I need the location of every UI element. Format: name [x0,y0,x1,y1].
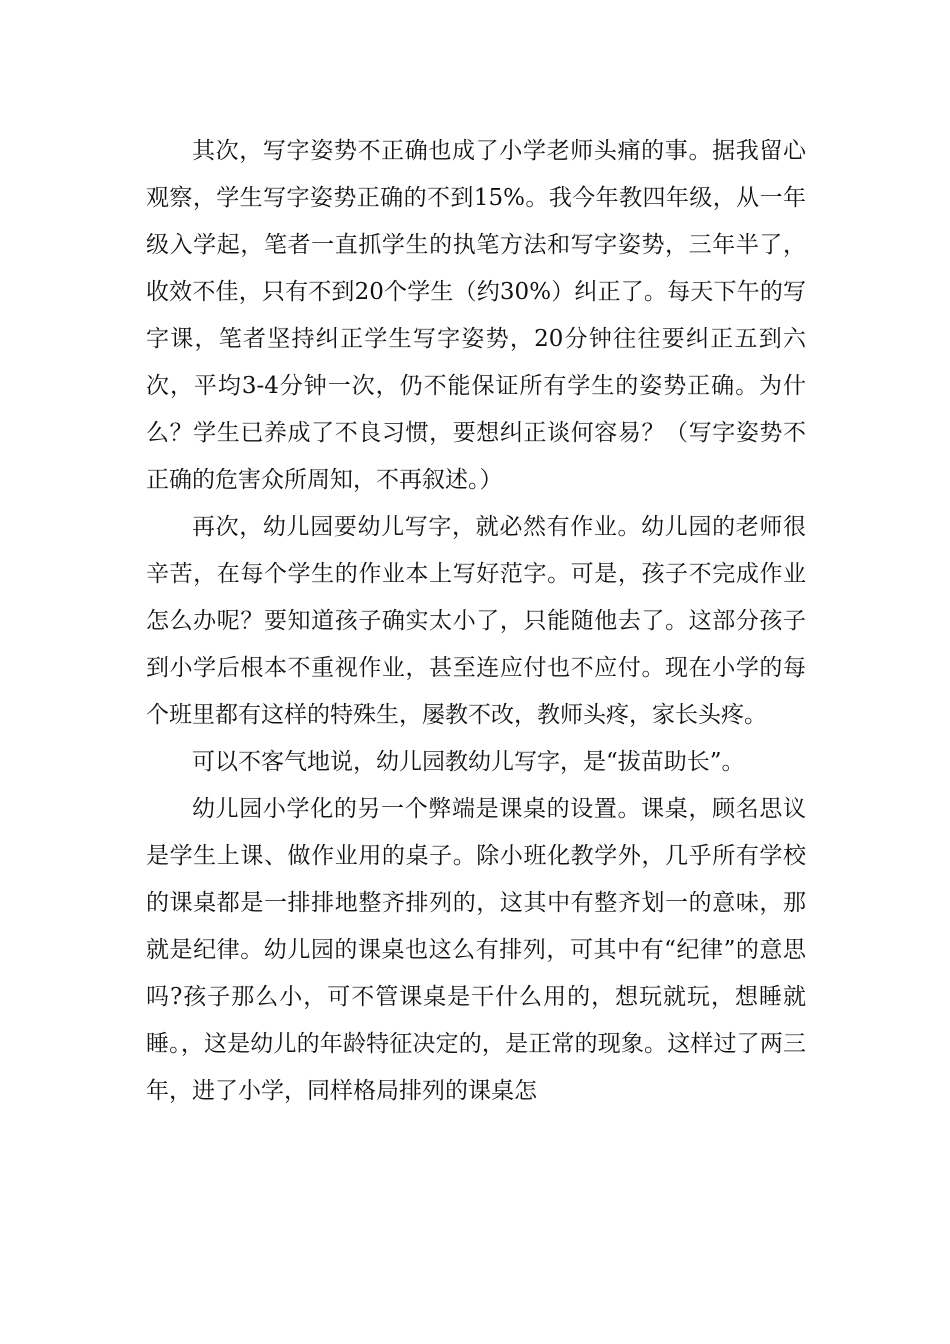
document-body [146,128,806,1115]
paragraph-homework: 再次，幼儿园要幼儿写字，就必然有作业。幼儿园的老师很辛苦，在每个学生的作业本上写好范字。可是，孩子不完成作业怎么办呢？要知道孩子确实太小了，只能随他去了。这部分孩子到小学后根本不重视作业，甚至连应付也不应付。现在小学的每个班里都有这样的特殊生，屡教不改，教师头疼，家长头疼。 [146,514,806,728]
paragraph-desk-arrangement: 幼儿园小学化的另一个弊端是课桌的设置。课桌，顾名思议是学生上课、做作业用的桌子。除小班化教学外，几乎所有学校的课桌都是一排排地整齐排列的，这其中有整齐划一的意味，那就是纪律。幼儿园的课桌也这么有排列，可其中有“纪律”的意思吗?孩子那么小，可不管课桌是干什么用的，想玩就玩，想睡就睡。，这是幼儿的年龄特征决定的，是正常的现象。这样过了两三年，进了小学，同样格局排列的课桌怎 [146,796,806,1104]
paragraph-writing-posture: 其次，写字姿势不正确也成了小学老师头痛的事。据我留心观察，学生写字姿势正确的不到15%。我今年教四年级，从一年级入学起，笔者一直抓学生的执笔方法和写字姿势，三年半了，收效不佳，只有不到20个学生（约30%）纠正了。每天下午的写字课，笔者坚持纠正学生写字姿势，20分钟往往要纠正五到六次，平均3-4分钟一次，仍不能保证所有学生的姿势正确。为什么？学生已养成了不良习惯，要想纠正谈何容易？（写字姿势不正确的危害众所周知，不再叙述。） [146,138,806,493]
paragraph-conclusion: 可以不客气地说，幼儿园教幼儿写字，是“拔苗助长”。 [192,749,745,775]
